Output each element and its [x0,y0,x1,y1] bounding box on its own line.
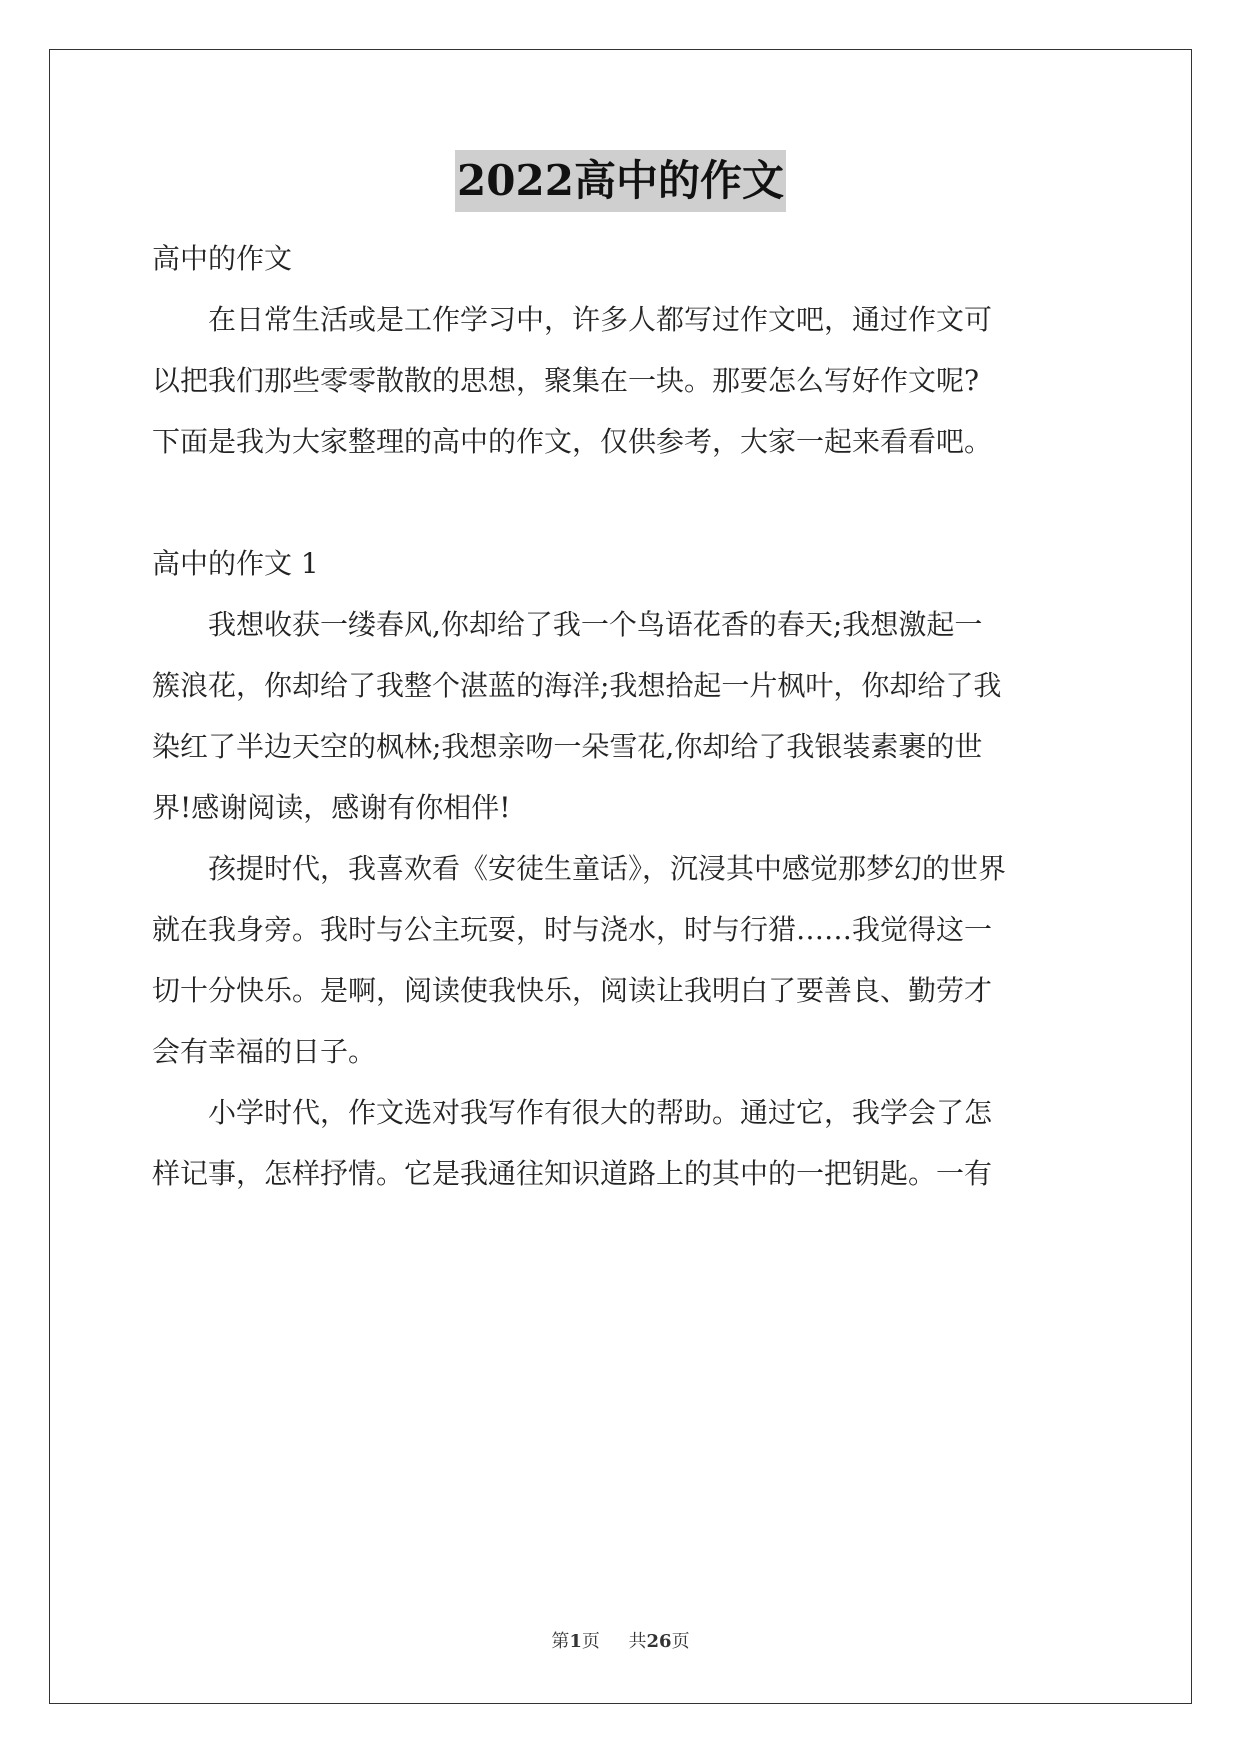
paragraph-line: 样记事，怎样抒情。它是我通往知识道路上的其中的一把钥匙。一有 [152,1157,993,1190]
total-prefix: 共 [628,1631,647,1652]
paragraph-line: 就在我身旁。我时与公主玩耍，时与浇水，时与行猎……我觉得这一 [152,913,993,946]
title-area [0,150,1241,212]
paragraph-line: 切十分快乐。是啊，阅读使我快乐，阅读让我明白了要善良、勤劳才 [152,974,993,1007]
page-current: 1 [569,1631,582,1652]
page-total: 26 [646,1631,672,1652]
paragraph-line: 染红了半边天空的枫林;我想亲吻一朵雪花,你却给了我银装素裹的世 [152,730,983,763]
paragraph-line: 下面是我为大家整理的高中的作文，仅供参考，大家一起来看看吧。 [152,425,993,458]
paragraph-line: 在日常生活或是工作学习中，许多人都写过作文吧，通过作文可 [208,303,993,336]
section-heading: 高中的作文 [152,242,293,275]
paragraph-line: 我想收获一缕春风,你却给了我一个鸟语花香的春天;我想激起一 [208,608,983,641]
document-title: 2022高中的作文 [455,150,786,212]
total-suffix: 页 [671,1631,690,1652]
paragraph-line: 界!感谢阅读，感谢有你相伴! [152,791,511,824]
paragraph-line: 以把我们那些零零散散的思想，聚集在一块。那要怎么写好作文呢? [152,364,980,397]
paragraph-line: 小学时代，作文选对我写作有很大的帮助。通过它，我学会了怎 [208,1096,993,1129]
paragraph-line: 孩提时代，我喜欢看《安徒生童话》，沉浸其中感觉那梦幻的世界 [208,852,1007,885]
document-body [152,228,1089,1204]
paragraph-line: 会有幸福的日子。 [152,1035,377,1068]
page-footer [0,1627,1241,1653]
section-heading: 高中的作文 1 [152,547,319,580]
paragraph-line: 簇浪花，你却给了我整个湛蓝的海洋;我想拾起一片枫叶，你却给了我 [152,669,1002,702]
page-prefix: 第 [551,1631,570,1652]
page-suffix: 页 [581,1631,600,1652]
blank-line [152,472,1089,533]
